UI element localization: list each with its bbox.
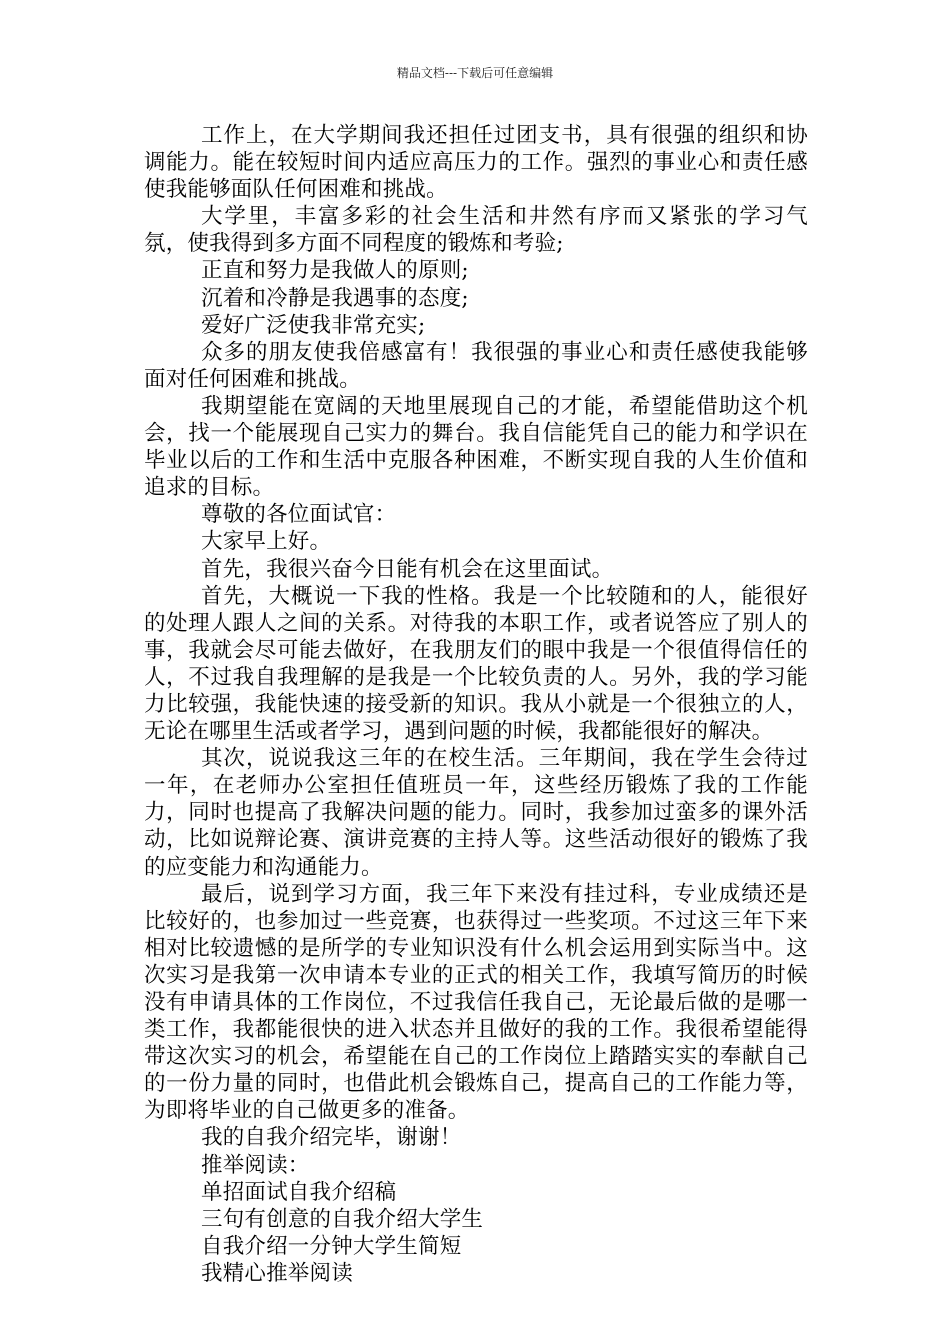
paragraph-friends: 众多的朋友使我倍感富有！我很强的事业心和责任感使我能够面对任何困难和挑战。 [144, 339, 808, 392]
paragraph-greeting: 大家早上好。 [201, 529, 332, 555]
recommended-link-2[interactable]: 三句有创意的自我介绍大学生 [201, 1206, 484, 1232]
recommended-link-4[interactable]: 我精心推举阅读 [201, 1260, 353, 1286]
recommended-reading-heading: 推举阅读： [201, 1152, 310, 1178]
paragraph-closing: 我的自我介绍完毕，谢谢！ [201, 1125, 462, 1151]
recommended-link-3[interactable]: 自我介绍一分钟大学生简短 [201, 1233, 462, 1259]
paragraph-college-life: 大学里，丰富多彩的社会生活和井然有序而又紧张的学习气氛，使我得到多方面不同程度的锻炼和考验; [144, 204, 808, 257]
paragraph-hope: 我期望能在宽阔的天地里展现自己的才能，希望能借助这个机会，找一个能展现自己实力的舞台。我自信能凭自己的能力和学识在毕业以后的工作和生活中克服各种困难，不断实现自我的人生价值和追求的目标。 [144, 393, 808, 501]
paragraph-work: 工作上，在大学期间我还担任过团支书，具有很强的组织和协调能力。能在较短时间内适应高压力的工作。强烈的事业心和责任感使我能够面队任何困难和挑战。 [144, 123, 808, 203]
paragraph-study: 最后，说到学习方面，我三年下来没有挂过科，专业成绩还是比较好的，也参加过一些竞赛，也获得过一些奖项。不过这三年下来相对比较遗憾的是所学的专业知识没有什么机会运用到实际当中。这次实习是我第一次申请本专业的正式的相关工作，我填写简历的时候没有申请具体的工作岗位，不过我信任我自己，无论最后做的是哪一类工作，我都能很快的进入状态并且做好的我的工作。我很希望能得带这次实习的机会，希望能在自己的工作岗位上踏踏实实的奉献自己的一份力量的同时，也借此机会锻炼自己，提高自己的工作能力等，为即将毕业的自己做更多的准备。 [144, 881, 808, 1124]
paragraph-attitude: 沉着和冷静是我遇事的态度; [201, 285, 469, 311]
paragraph-personality: 首先，大概说一下我的性格。我是一个比较随和的人，能很好的处理人跟人之间的关系。对待我的本职工作，或者说答应了别人的事，我就会尽可能去做好，在我朋友们的眼中我是一个很值得信任的人，不过我自我理解的是我是一个比较负责的人。另外，我的学习能力比较强，我能快速的接受新的知识。我从小就是一个很独立的人，无论在哪里生活或者学习，遇到问题的时候，我都能很好的解决。 [144, 583, 808, 745]
paragraph-hobbies: 爱好广泛使我非常充实; [201, 312, 426, 338]
paragraph-principle: 正直和努力是我做人的原则; [201, 258, 469, 284]
document-body [144, 122, 808, 1287]
paragraph-opening: 首先，我很兴奋今日能有机会在这里面试。 [201, 556, 614, 582]
paragraph-campus-life: 其次，说说我这三年的在校生活。三年期间，我在学生会待过一年，在老师办公室担任值班员一年，这些经历锻炼了我的工作能力，同时也提高了我解决问题的能力。同时，我参加过蛮多的课外活动，比如说辩论赛、演讲竞赛的主持人等。这些活动很好的锻炼了我的应变能力和沟通能力。 [144, 746, 808, 880]
page-header: 精品文档---下载后可任意编辑 [396, 66, 554, 80]
recommended-link-1[interactable]: 单招面试自我介绍稿 [201, 1179, 397, 1205]
paragraph-salutation: 尊敬的各位面试官： [201, 502, 397, 528]
